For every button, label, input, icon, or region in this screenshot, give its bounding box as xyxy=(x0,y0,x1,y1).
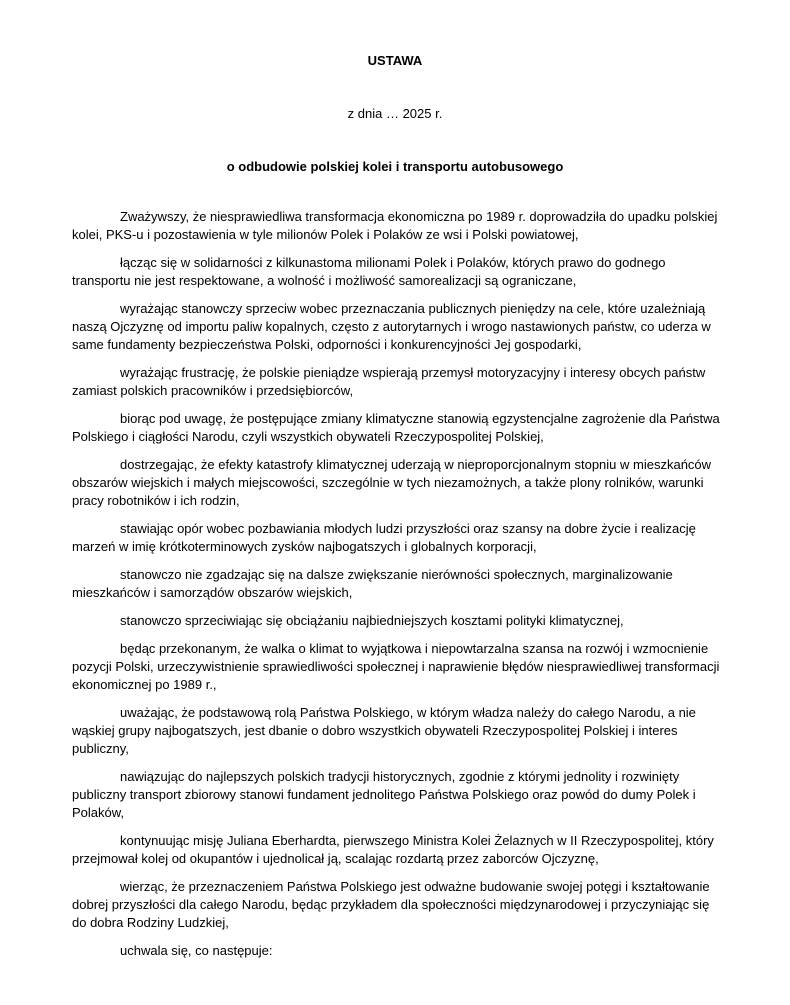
document-subject: o odbudowie polskiej kolei i transportu autobusowego xyxy=(226,159,564,174)
document-date: z dnia … 2025 r. xyxy=(347,106,443,121)
preamble-paragraph: Zważywszy, że niesprawiedliwa transformacja ekonomiczna po 1989 r. doprowadziła do upadku polskiej kolei, PKS-u i pozostawienia w tyle milionów Polek i Polaków ze wsi i Polski powiatowej, xyxy=(72,209,718,242)
document-title: USTAWA xyxy=(367,53,423,68)
preamble-paragraph: uważając, że podstawową rolą Państwa Polskiego, w którym władza należy do całego Narodu, a nie wąskiej grupy najbogatszych, jest dbanie o dobro wszystkich obywateli Rzeczypospolitej Polskiej i interes publiczny, xyxy=(72,705,696,756)
preamble-paragraph: kontynuując misję Juliana Eberhardta, pierwszego Ministra Kolei Żelaznych w II Rzeczypospolitej, który przejmował kolej od okupantów i ujednolicał ją, scalając rozdartą przez zaborców Ojczyznę, xyxy=(72,833,714,866)
preamble-paragraph: biorąc pod uwagę, że postępujące zmiany klimatyczne stanowią egzystencjalne zagrożenie dla Państwa Polskiego i ciągłości Narodu, czyli wszystkich obywateli Rzeczypospolitej Polskiej, xyxy=(72,411,720,444)
preamble-paragraph: wyrażając stanowczy sprzeciw wobec przeznaczania publicznych pieniędzy na cele, które uzależniają naszą Ojczyznę od importu paliw kopalnych, często z autorytarnych i wrogo nastawionych państw, co uderza w same fundamenty bezpieczeństwa Polski, odporności i konkurencyjności Jej gospodarki, xyxy=(72,301,711,352)
preamble xyxy=(72,208,720,970)
preamble-paragraph: wierząc, że przeznaczeniem Państwa Polskiego jest odważne budowanie swojej potęgi i kształtowanie dobrej przyszłości dla całego Narodu, będąc przykładem dla społeczności międzynarodowej i przyczyniając się do dobra Rodziny Ludzkiej, xyxy=(72,879,710,930)
preamble-paragraph: łącząc się w solidarności z kilkunastoma milionami Polek i Polaków, których prawo do godnego transportu nie jest respektowane, a wolność i możliwość samorealizacji są ograniczane, xyxy=(72,255,666,288)
preamble-paragraph: wyrażając frustrację, że polskie pieniądze wspierają przemysł motoryzacyjny i interesy obcych państw zamiast polskich pracowników i przedsiębiorców, xyxy=(72,365,706,398)
preamble-paragraph: stanowczo nie zgadzając się na dalsze zwiększanie nierówności społecznych, marginalizowanie mieszkańców i samorządów obszarów wiejskich, xyxy=(72,567,673,600)
preamble-paragraph: stanowczo sprzeciwiając się obciążaniu najbiedniejszych kosztami polityki klimatycznej, xyxy=(120,613,624,628)
preamble-paragraph: będąc przekonanym, że walka o klimat to wyjątkowa i niepowtarzalna szansa na rozwój i wzmocnienie pozycji Polski, urzeczywistnienie sprawiedliwości społecznej i naprawienie błędów niesprawiedliwej transformacji ekonomicznej po 1989 r., xyxy=(72,641,720,692)
enactment-clause: uchwala się, co następuje: xyxy=(120,943,273,958)
preamble-paragraph: dostrzegając, że efekty katastrofy klimatycznej uderzają w nieproporcjonalnym stopniu w mieszkańców obszarów wiejskich i małych miejscowości, szczególnie w tych niezamożnych, a także plony rolników, warunki pracy robotników i ich rodzin, xyxy=(72,457,712,508)
preamble-paragraph: nawiązując do najlepszych polskich tradycji historycznych, zgodnie z którymi jednolity i rozwinięty publiczny transport zbiorowy stanowi fundament jednolitego Państwa Polskiego oraz powód do dumy Polek i Polaków, xyxy=(72,769,696,820)
preamble-paragraph: stawiając opór wobec pozbawiania młodych ludzi przyszłości oraz szansy na dobre życie i realizację marzeń w imię krótkoterminowych zysków najbogatszych i globalnych korporacji, xyxy=(72,521,696,554)
